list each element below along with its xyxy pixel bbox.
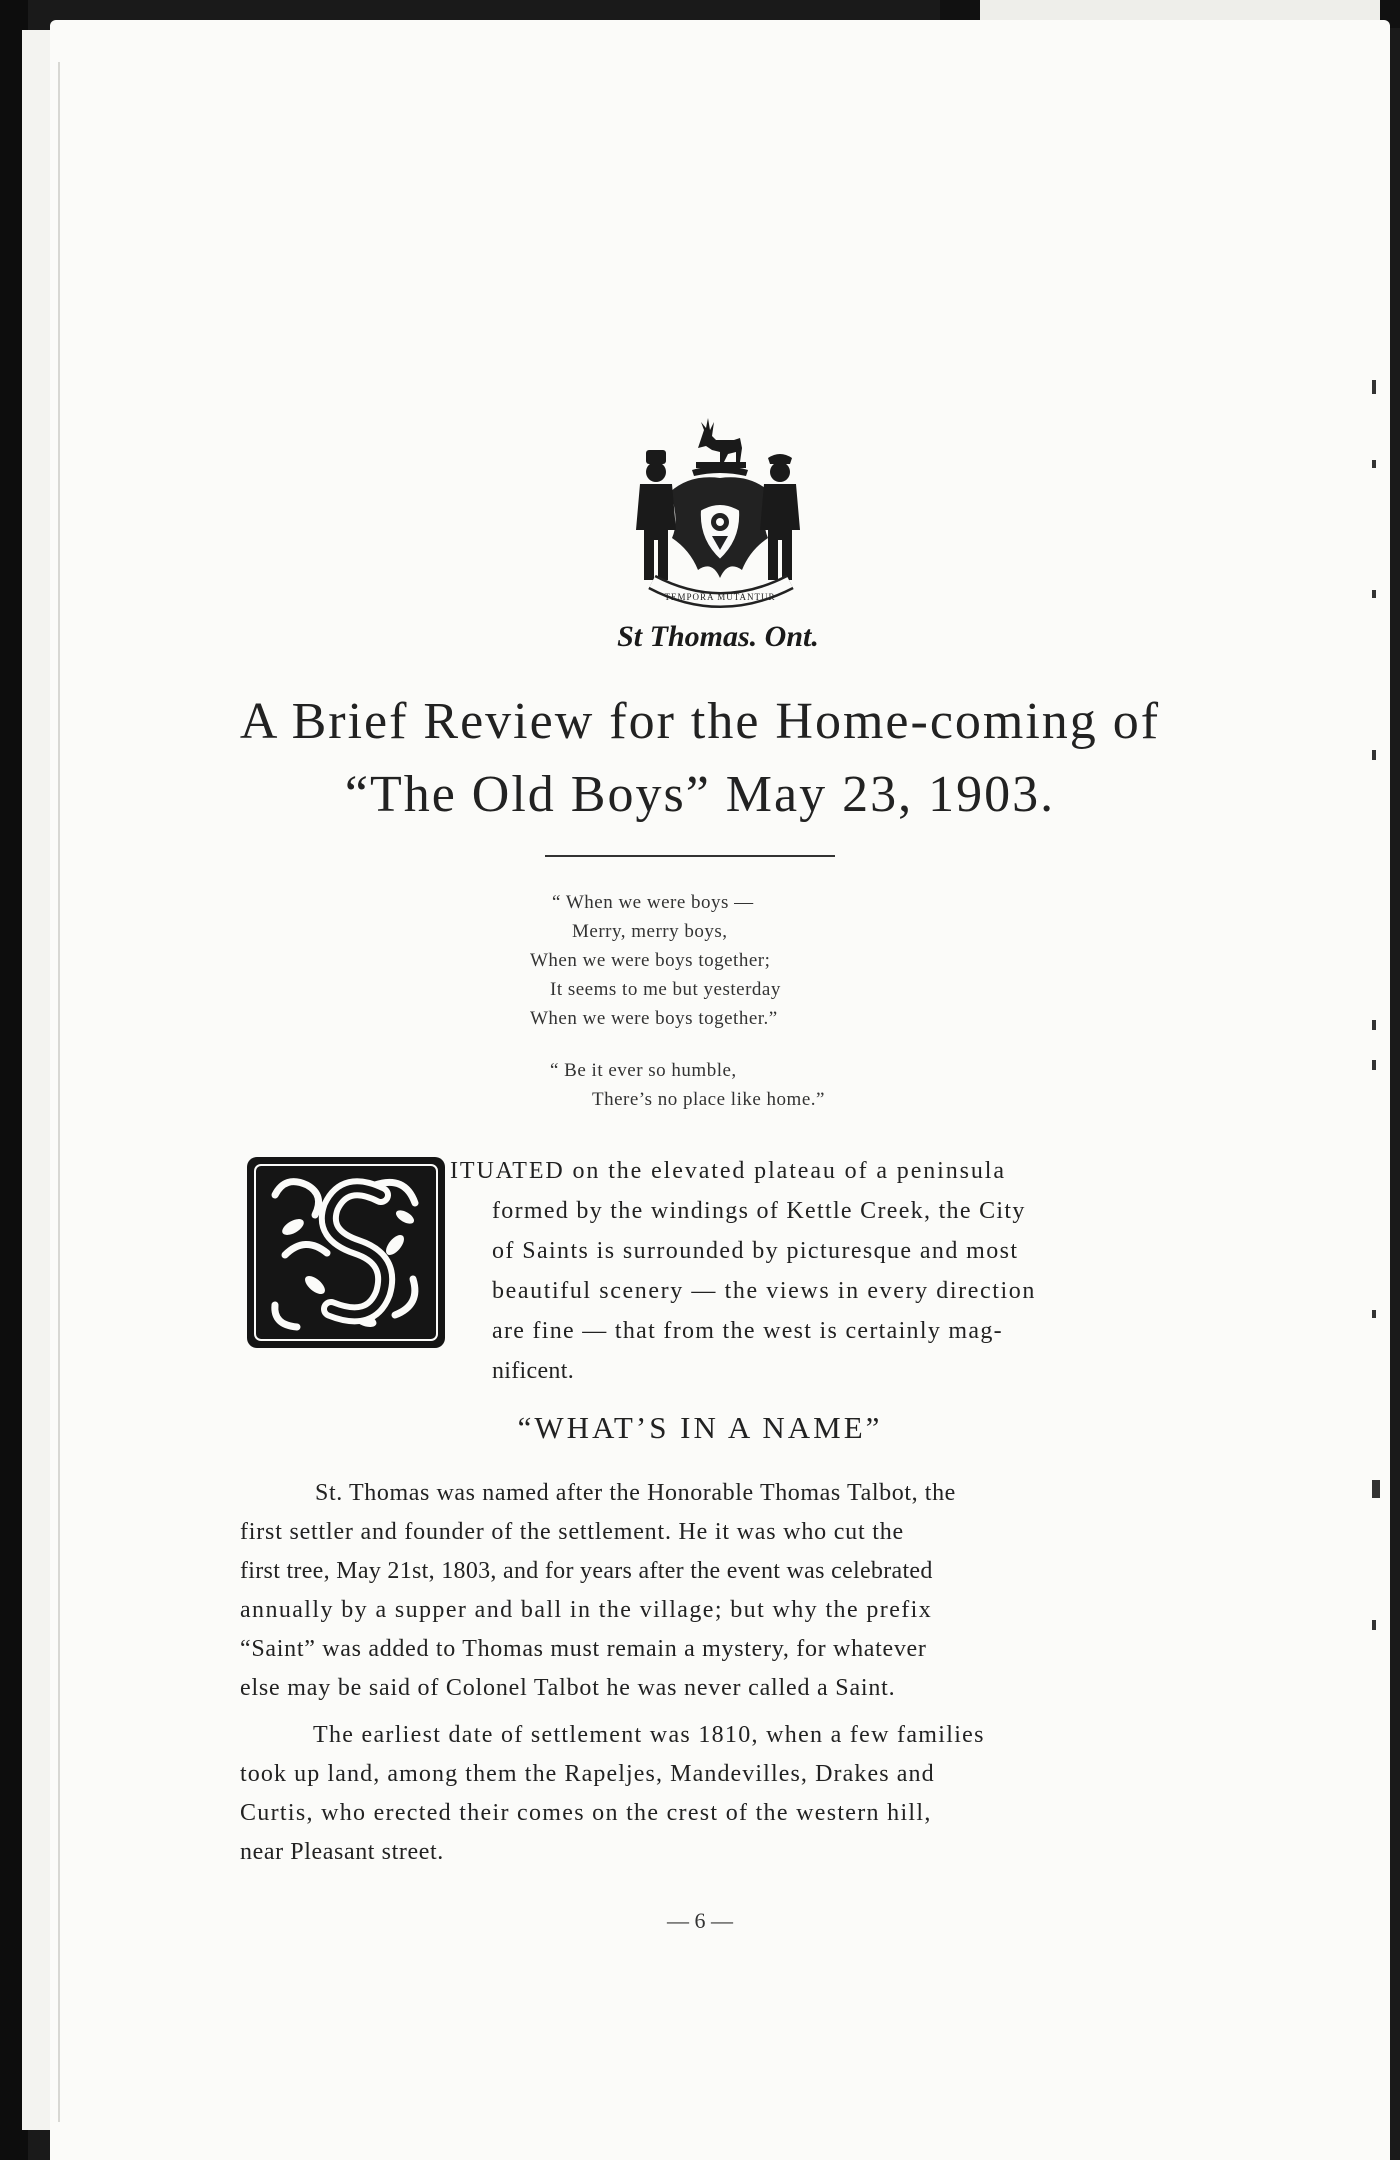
page-title-line-1: A Brief Review for the Home-coming of [239,693,1161,750]
crest-place-name: St Thomas. Ont. [617,620,819,653]
body-text-line: near Pleasant street. [240,1839,444,1865]
intro-text-line: are fine — that from the west is certainly mag- [492,1318,1003,1344]
body-text-line: Curtis, who erected their comes on the crest of the western hill, [240,1800,932,1826]
intro-text-line: of Saints is surrounded by picturesque and most [492,1238,1019,1264]
intro-text-line: beautiful scenery — the views in every direction [492,1278,1036,1304]
intro-text-line: ITUATED on the elevated plateau of a peninsula [450,1158,1006,1184]
poem-line: Merry, merry boys, [572,921,728,942]
body-text-line: The earliest date of settlement was 1810, when a few families [313,1722,985,1748]
body-text-line: annually by a supper and ball in the village; but why the prefix [240,1597,933,1623]
title-rule-divider [545,855,835,857]
adjacent-page-edge [22,30,52,2130]
poem-line: There’s no place like home.” [592,1089,825,1110]
body-text-line: else may be said of Colonel Talbot he was never called a Saint. [240,1675,896,1701]
poem-line: “ When we were boys — [552,892,754,913]
crest-motto: TEMPORA MUTANTUR [664,592,776,602]
intro-text-line: formed by the windings of Kettle Creek, the City [492,1198,1026,1224]
poem-line: When we were boys together; [530,950,771,971]
poem-line: “ Be it ever so humble, [550,1060,737,1081]
body-text-line: first settler and founder of the settlement. He it was who cut the [240,1519,904,1545]
body-text-line: first tree, May 21st, 1803, and for years after the event was celebrated [240,1558,933,1584]
body-text-line: “Saint” was added to Thomas must remain a mystery, for whatever [240,1636,927,1662]
page-number: — 6 — [667,1908,733,1933]
body-text-line: took up land, among them the Rapeljes, Mandevilles, Drakes and [240,1761,935,1787]
poem-line: It seems to me but yesterday [550,979,781,1000]
poem-line: When we were boys together.” [530,1008,778,1029]
page-title-line-2: “The Old Boys” May 23, 1903. [344,766,1056,823]
city-crest-emblem [600,410,820,660]
section-heading: “WHAT’S IN A NAME” [517,1410,883,1445]
page-fold-line [58,62,60,2122]
right-edge-marks [1372,380,1382,1680]
adjacent-page-top [980,0,1380,22]
intro-text-line: nificent. [492,1358,575,1384]
ornamental-drop-cap [245,1155,447,1350]
body-text-line: St. Thomas was named after the Honorable Thomas Talbot, the [315,1480,956,1506]
